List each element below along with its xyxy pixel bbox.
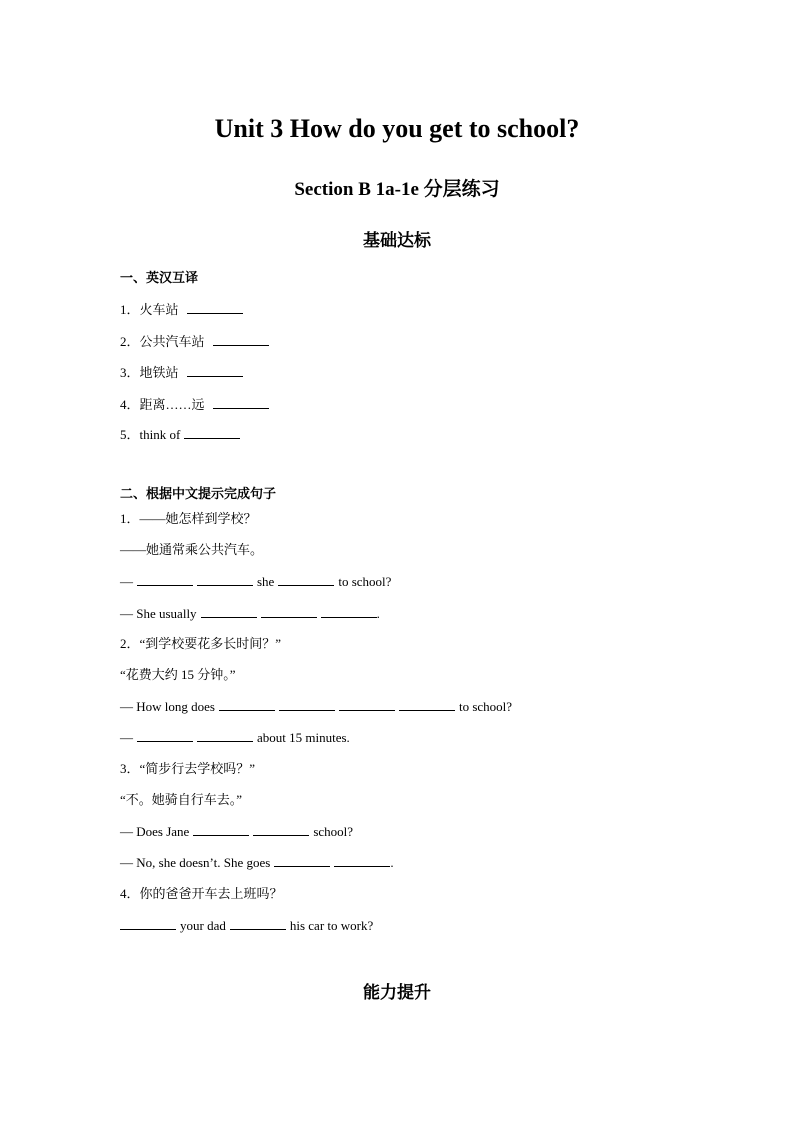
- q1-english-1-end: to school?: [338, 574, 392, 589]
- answer-blank[interactable]: [399, 696, 455, 711]
- q2-english-2-lead: —: [120, 730, 133, 745]
- answer-blank[interactable]: [137, 571, 193, 586]
- part1-item-2-text: 2．公共汽车站: [120, 334, 205, 349]
- answer-blank[interactable]: [261, 603, 317, 618]
- answer-blank[interactable]: [197, 571, 253, 586]
- answer-blank[interactable]: [274, 852, 330, 867]
- answer-blank[interactable]: [197, 727, 253, 742]
- q3-chinese-2: “不。她骑自行车去。”: [120, 792, 243, 807]
- answer-blank[interactable]: [187, 299, 243, 314]
- q3-chinese-1: 3．“简步行去学校吗？”: [120, 761, 256, 776]
- answer-blank[interactable]: [137, 727, 193, 742]
- part1-item-1-text: 1．火车站: [120, 302, 179, 317]
- q2-english-1-lead: — How long does: [120, 699, 215, 714]
- q3-english-1: [120, 821, 353, 842]
- q4-english-1: [120, 915, 373, 936]
- q1-english-1-lead: —: [120, 574, 133, 589]
- q2-chinese-1: 2．“到学校要花多长时间？”: [120, 636, 282, 651]
- part1-item-1: [120, 299, 243, 320]
- part1-item-4: [120, 394, 269, 415]
- q2-english-2: [120, 727, 350, 748]
- q1-chinese-1: 1．——她怎样到学校？: [120, 511, 257, 526]
- q2-english-1-end: to school?: [458, 699, 513, 714]
- q3-english-1-end: school?: [313, 824, 354, 839]
- q3-english-2-end: .: [390, 855, 394, 870]
- q1-english-1: [120, 571, 391, 592]
- q1-chinese-2: ——她通常乘公共汽车。: [120, 542, 264, 557]
- answer-blank[interactable]: [339, 696, 395, 711]
- part1-item-3-text: 3．地铁站: [120, 365, 179, 380]
- answer-blank[interactable]: [230, 915, 286, 930]
- q4-english-1-end: his car to work?: [289, 918, 374, 933]
- answer-blank[interactable]: [193, 821, 249, 836]
- q2-chinese-2: “花费大约 15 分钟。”: [120, 667, 236, 682]
- part1-item-4-text: 4．距离……远: [120, 397, 205, 412]
- q3-english-1-lead: — Does Jane: [120, 824, 190, 839]
- answer-blank[interactable]: [184, 424, 240, 439]
- q3-english-2: [120, 852, 394, 873]
- page-title: Unit 3 How do you get to school?: [214, 114, 580, 143]
- q1-english-2: [120, 603, 380, 624]
- part2-title: 二、根据中文提示完成句子: [120, 486, 277, 501]
- part1-item-2: [120, 331, 269, 352]
- part1-item-3: [120, 362, 243, 383]
- q4-english-1-mid: your dad: [180, 918, 226, 933]
- q4-chinese-1: 4．你的爸爸开车去上班吗？: [120, 886, 283, 901]
- q1-english-1-mid: she: [257, 574, 275, 589]
- part1-item-5-text: 5．think of: [120, 427, 181, 442]
- q1-english-2-lead: — She usually: [120, 606, 197, 621]
- q3-english-2-lead: — No, she doesn’t. She goes: [120, 855, 271, 870]
- part1-title: 一、英汉互译: [120, 270, 199, 285]
- answer-blank[interactable]: [219, 696, 275, 711]
- q2-english-1: [120, 696, 512, 717]
- answer-blank[interactable]: [253, 821, 309, 836]
- answer-blank[interactable]: [213, 331, 269, 346]
- answer-blank[interactable]: [213, 394, 269, 409]
- part1-item-5: [120, 424, 240, 445]
- page-subtitle: Section B 1a-1e 分层练习: [294, 179, 500, 200]
- answer-blank[interactable]: [187, 362, 243, 377]
- answer-blank[interactable]: [120, 915, 176, 930]
- q1-english-2-end: .: [376, 606, 380, 621]
- heading-basic: 基础达标: [363, 231, 431, 250]
- answer-blank[interactable]: [278, 571, 334, 586]
- answer-blank[interactable]: [201, 603, 257, 618]
- answer-blank[interactable]: [321, 603, 377, 618]
- answer-blank[interactable]: [279, 696, 335, 711]
- q2-english-2-end: about 15 minutes.: [257, 730, 350, 745]
- heading-advanced: 能力提升: [363, 983, 431, 1002]
- answer-blank[interactable]: [334, 852, 390, 867]
